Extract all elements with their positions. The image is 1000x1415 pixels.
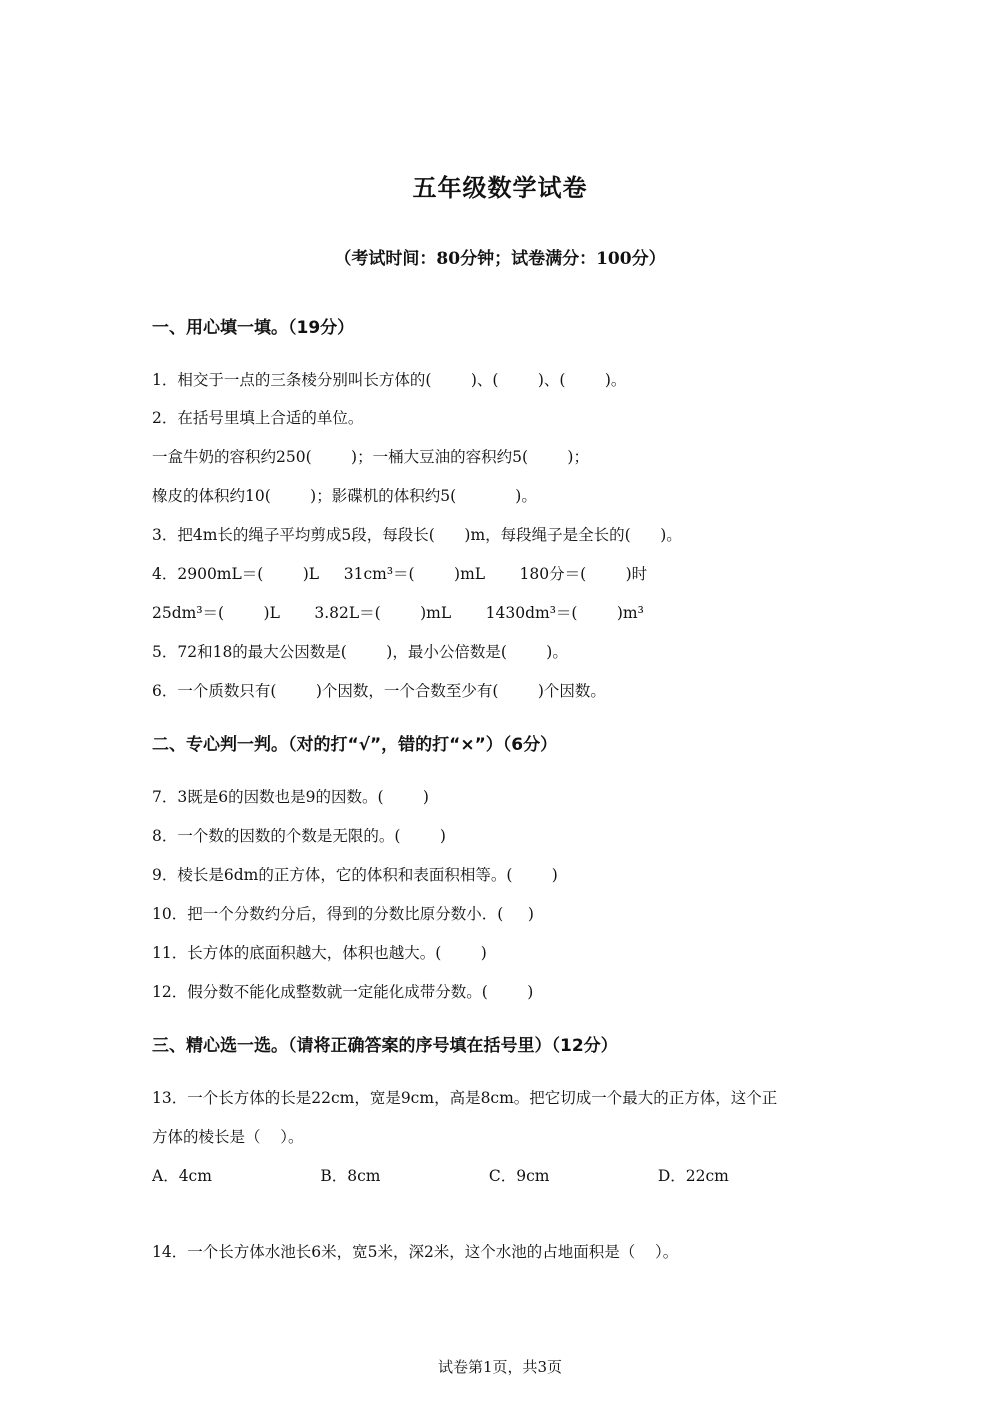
section-heading-judge: 二、专心判一判。（对的打“√”，错的打“×”）（6分） bbox=[152, 735, 558, 755]
question-3: 3．把4m长的绳子平均剪成5段，每段长( )m，每段绳子是全长的( )。 bbox=[152, 526, 682, 544]
question-4-line-a: 4．2900mL＝( )L 31cm³＝( )mL 180分＝( )时 bbox=[152, 565, 648, 583]
page-title: 五年级数学试卷 bbox=[412, 174, 588, 202]
question-4-line-b: 25dm³＝( )L 3.82L＝( )mL 1430dm³＝( )m³ bbox=[152, 604, 644, 622]
question-8: 8．一个数的因数的个数是无限的。( ) bbox=[152, 827, 446, 845]
question-13-options: A．4cm B．8cm C．9cm D．22cm bbox=[152, 1167, 729, 1185]
question-10: 10．把一个分数约分后，得到的分数比原分数小．( ) bbox=[152, 905, 534, 923]
page-footer: 试卷第1页，共3页 bbox=[437, 1358, 563, 1376]
question-2: 2．在括号里填上合适的单位。 bbox=[152, 409, 364, 427]
question-11: 11．长方体的底面积越大，体积也越大。( ) bbox=[152, 944, 487, 962]
question-9: 9．棱长是6dm的正方体，它的体积和表面积相等。( ) bbox=[152, 866, 558, 884]
section-heading-fill: 一、用心填一填。（19分） bbox=[152, 318, 355, 338]
question-13-line-b: 方体的棱长是（ ）。 bbox=[152, 1128, 304, 1146]
question-6: 6．一个质数只有( )个因数，一个合数至少有( )个因数。 bbox=[152, 682, 606, 700]
question-14: 14．一个长方体水池长6米，宽5米，深2米，这个水池的占地面积是（ ）。 bbox=[152, 1243, 679, 1261]
question-2-line-b: 橡皮的体积约10( )；影碟机的体积约5( )。 bbox=[152, 487, 537, 505]
question-12: 12．假分数不能化成整数就一定能化成带分数。( ) bbox=[152, 983, 534, 1001]
question-2-line-a: 一盒牛奶的容积约250( )；一桶大豆油的容积约5( )； bbox=[152, 448, 589, 466]
question-5: 5．72和18的最大公因数是( )，最小公倍数是( )。 bbox=[152, 643, 568, 661]
exam-info: （考试时间：80分钟；试卷满分：100分） bbox=[334, 249, 666, 269]
section-heading-choose: 三、精心选一选。（请将正确答案的序号填在括号里）（12分） bbox=[152, 1036, 618, 1056]
question-7: 7．3既是6的因数也是9的因数。( ) bbox=[152, 788, 429, 806]
question-13-line-a: 13．一个长方体的长是22cm，宽是9cm，高是8cm。把它切成一个最大的正方体，这个正 bbox=[152, 1089, 778, 1107]
question-1: 1．相交于一点的三条棱分别叫长方体的( )、( )、( )。 bbox=[152, 371, 627, 389]
